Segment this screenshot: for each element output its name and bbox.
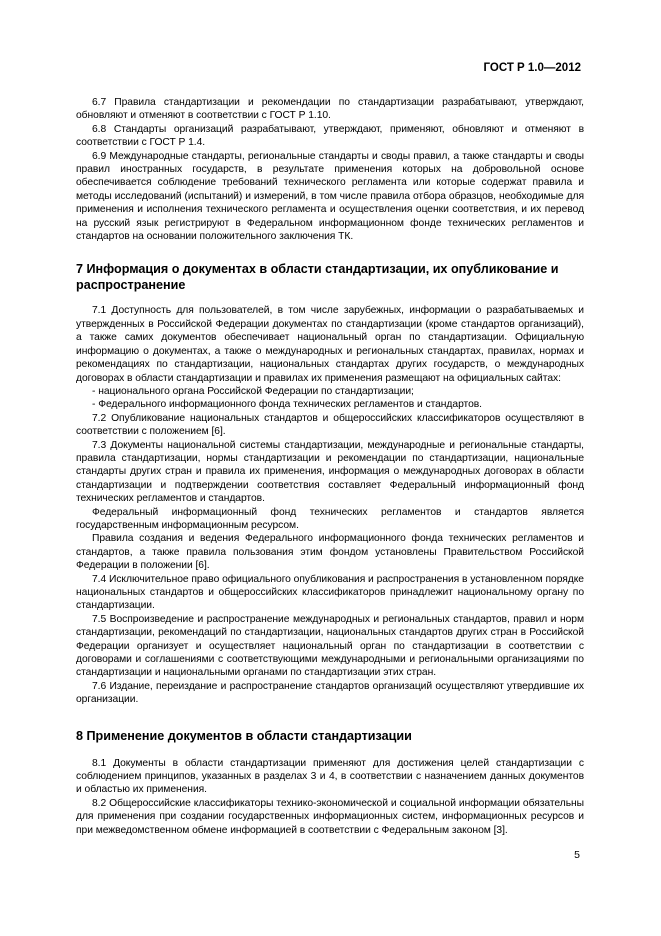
document-header: ГОСТ Р 1.0—2012 [483,62,581,74]
paragraph-7-3-fund: Федеральный информационный фонд технических регламентов и стандартов является государственным информационным ресурсом. [76,506,584,531]
paragraph-6-9: 6.9 Международные стандарты, региональные стандарты и своды правил, а также стандарты и своды правил иностранных государств, в результате применения которых на добровольной основе обеспечивается соблюдение требований технического регламента или которые содержат правила и методы исследований (испытаний) и измерений, в том числе правила отбора образцов, необходимые для применения и исполнения технического регламента и осуществления оценки соответствия, и их перевод на русский язык регистрируют в Федеральном информационном фонде технических регламентов и стандартов на основании положительного заключения ТК. [76,150,584,243]
paragraph-7-5: 7.5 Воспроизведение и распространение международных и региональных стандартов, правил и норм стандартизации, рекомендаций по стандартизации, национальных стандартов других стран в Российской Федерации организует и осуществляет национальный орган по стандартизации в соответствии с договорами и соглашениями с соответствующими международными и региональными организациями по стандартизации и национальными органами по стандартизации этих стран. [76,613,584,679]
paragraph-7-4: 7.4 Исключительное право официального опубликования и распространения в установленном порядке национальных стандартов и общероссийских классификаторов принадлежит национальному органу по стандартизации. [76,573,584,612]
paragraph-6-7: 6.7 Правила стандартизации и рекомендации по стандартизации разрабатывают, утверждают, обновляют и отменяют в соответствии с ГОСТ Р 1.10. [76,97,584,122]
paragraph-7-2: 7.2 Опубликование национальных стандартов и общероссийских классификаторов осуществляют в соответствии с положением [6]. [76,412,584,438]
list-item: - национального органа Российской Федерации по стандартизации; [92,385,414,397]
paragraph-6-8: 6.8 Стандарты организаций разрабатывают, утверждают, применяют, обновляют и отменяют в соответствии с ГОСТ Р 1.4. [76,123,584,149]
paragraph-7-3-rules: Правила создания и ведения Федерального информационного фонда технических регламентов и стандартов, а также правила пользования этим фондом установлены Правительством Российской Федерации в положении [6]. [76,533,584,572]
page-number: 5 [574,849,580,861]
list-item: - Федерального информационного фонда технических регламентов и стандартов. [92,399,482,411]
paragraph-7-1: 7.1 Доступность для пользователей, в том числе зарубежных, информации о разрабатываемых и утвержденных в Российской Федерации документах по стандартизации (кроме стандартов организаций), а также самих документов обеспечивает национальный орган по стандартизации. Официальную информацию о документах, а также о международных и региональных стандартах, правилах, нормах и рекомендациях по стандартизации, национальных стандартах других государств, о международных договорах в области стандартизации и правилах их применения размещают на официальных сайтах: [76,305,584,384]
paragraph-7-6: 7.6 Издание, переиздание и распространение стандартов организаций осуществляют утвердившие их организации. [76,680,584,706]
paragraph-8-2: 8.2 Общероссийские классификаторы технико-экономической и социальной информации обязательны для применения при создании государственных информационных систем, информационных ресурсов и при межведомственном обмене информацией в соответствии с Федеральным законом [3]. [76,797,584,836]
section-8-heading: 8 Применение документов в области стандартизации [76,728,412,743]
paragraph-8-1: 8.1 Документы в области стандартизации применяют для достижения целей стандартизации с соблюдением принципов, указанных в разделах 3 и 4, в соответствии с назначением данных документов и областью их применения. [76,757,584,796]
section-7-heading: 7 Информация о документах в области стандартизации, их опубликование и распространение [76,262,559,293]
paragraph-7-3: 7.3 Документы национальной системы стандартизации, международные и региональные стандарты, правила стандартизации, нормы стандартизации и рекомендации по стандартизации, национальные стандарты других стран и правила их применения, информация о международных договорах в области стандартизации и подтверждении соответствия составляет Федеральный информационный фонд технических регламентов и стандартов. [76,439,584,505]
document-body [76,96,584,837]
